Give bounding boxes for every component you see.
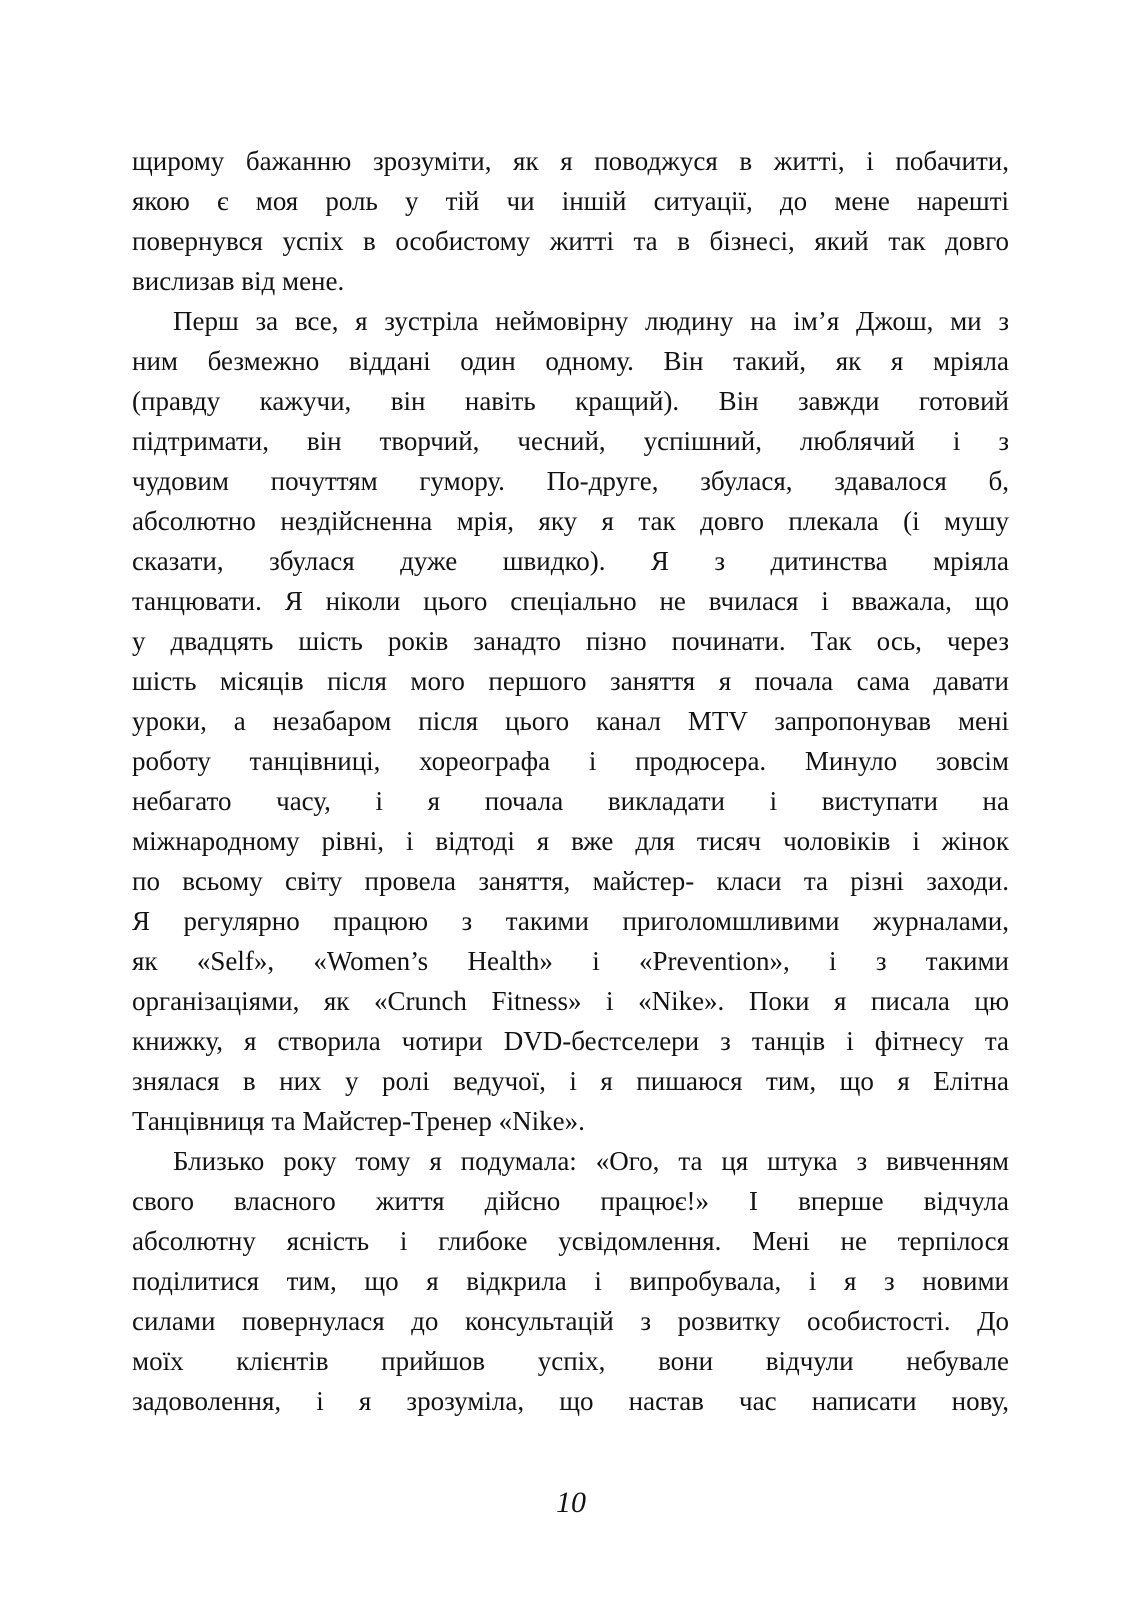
- text-line: небагато часу, і я почала викладати і виступати на: [132, 786, 1009, 816]
- text-line: танцювати. Я ніколи цього спеціально не вчилася і вважала, що: [132, 586, 1009, 616]
- text-line: по всьому світу провела заняття, майстер- класи та різні заходи.: [132, 866, 1009, 896]
- text-line: як «Self», «Women’s Health» і «Prevention», і з такими: [132, 946, 1009, 976]
- text-line: книжку, я створила чотири DVD-бестселери з танців і фітнесу та: [132, 1026, 1009, 1056]
- text-line: Близько року тому я подумала: «Ого, та ця штука з вивченням: [173, 1146, 1009, 1176]
- text-line: у двадцять шість років занадто пізно починати. Так ось, через: [132, 626, 1009, 656]
- text-line: шість місяців після мого першого заняття я почала сама давати: [132, 666, 1009, 696]
- text-line: роботу танцівниці, хореографа і продюсера. Минуло зовсім: [132, 746, 1009, 776]
- text-line: свого власного життя дійсно працює!» І вперше відчула: [132, 1186, 1009, 1216]
- text-line: Танцівниця та Майстер-Тренер «Nike».: [132, 1106, 585, 1136]
- text-line: чудовим почуттям гумору. По-друге, збулася, здавалося б,: [132, 466, 1009, 496]
- text-line: (правду кажучи, він навіть кращий). Він завжди готовий: [132, 386, 1009, 416]
- text-line: Я регулярно працюю з такими приголомшливими журналами,: [132, 906, 1009, 936]
- text-line: моїх клієнтів прийшов успіх, вони відчули небувале: [132, 1346, 1009, 1376]
- text-line: абсолютно нездійсненна мрія, яку я так довго плекала (і мушу: [132, 506, 1009, 536]
- text-line: абсолютну ясність і глибоке усвідомлення. Мені не терпілося: [132, 1226, 1009, 1256]
- text-line: Перш за все, я зустріла неймовірну людину на ім’я Джош, ми з: [173, 306, 1009, 336]
- text-line: вислизав від мене.: [132, 266, 345, 296]
- text-line: задоволення, і я зрозуміла, що настав час написати нову,: [132, 1386, 1009, 1416]
- text-line: якою є моя роль у тій чи іншій ситуації, до мене нарешті: [132, 186, 1009, 216]
- text-line: організаціями, як «Crunch Fitness» і «Nike». Поки я писала цю: [132, 986, 1009, 1016]
- text-line: знялася в них у ролі ведучої, і я пишаюся тим, що я Елітна: [132, 1066, 1009, 1096]
- text-line: уроки, а незабаром після цього канал MTV запропонував мені: [132, 706, 1009, 736]
- text-line: поділитися тим, що я відкрила і випробувала, і я з новими: [132, 1266, 1009, 1296]
- body-text: [132, 141, 1009, 1421]
- text-line: сказати, збулася дуже швидко). Я з дитинства мріяла: [132, 546, 1009, 576]
- text-line: силами повернулася до консультацій з розвитку особистості. До: [132, 1306, 1009, 1336]
- page-number: 10: [556, 1486, 586, 1519]
- text-line: повернувся успіх в особистому житті та в бізнесі, який так довго: [132, 226, 1009, 256]
- text-line: підтримати, він творчий, чесний, успішний, люблячий і з: [132, 426, 1009, 456]
- text-line: ним безмежно віддані один одному. Він такий, як я мріяла: [132, 346, 1009, 376]
- text-line: щирому бажанню зрозуміти, як я поводжуся в житті, і побачити,: [132, 146, 1009, 176]
- text-line: міжнародному рівні, і відтоді я вже для тисяч чоловіків і жінок: [132, 826, 1009, 856]
